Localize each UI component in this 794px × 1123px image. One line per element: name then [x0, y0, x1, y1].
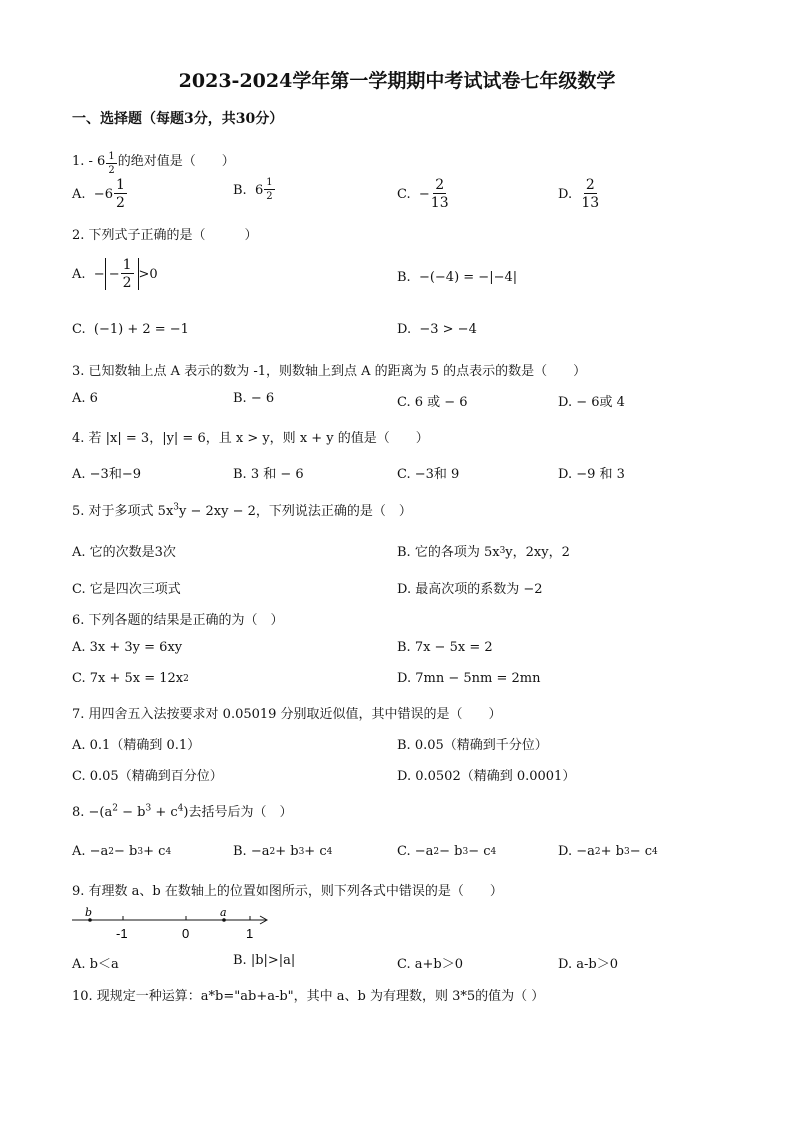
question-8-option-a[interactable]: A. −a 2 − b 3 + c 4: [72, 844, 172, 859]
question-1-option-d[interactable]: D. $\frac{2}{13}$: [558, 177, 600, 211]
question-4-option-c[interactable]: C. −3和 9: [397, 467, 460, 482]
question-8-option-b[interactable]: B. −a 2 + b 3 + c 4: [233, 844, 333, 859]
question-3-stem: 3. 已知数轴上点 A 表示的数为 -1，则数轴上到点 A 的距离为 5 的点表示的数是（ ）: [72, 364, 587, 379]
label-a: a: [220, 906, 227, 919]
question-2-stem: 2. 下列式子正确的是（ ）: [72, 228, 258, 243]
question-3-option-c[interactable]: C. 6 或 − 6: [397, 395, 468, 410]
question-5-option-b[interactable]: B. 它的各项为 5x 3 y，2xy，2: [397, 545, 570, 560]
tick-label-minus-1: -1: [116, 926, 128, 941]
question-7-option-a[interactable]: A. 0.1（精确到 0.1）: [72, 738, 201, 753]
question-2-option-c[interactable]: C. (−1) + 2 = −1: [72, 322, 189, 337]
question-2-option-a[interactable]: A. − − $\frac{1}{2}$ >0: [72, 257, 158, 291]
question-1: 1. - 6 $\frac{1}{2}$ 的绝对值是（ ）: [72, 151, 235, 176]
question-9-stem: 9. 有理数 a、b 在数轴上的位置如图所示，则下列各式中错误的是（ ）: [72, 884, 503, 899]
question-8-option-c[interactable]: C. −a 2 − b 3 − c 4: [397, 844, 497, 859]
question-4-option-d[interactable]: D. −9 和 3: [558, 467, 625, 482]
question-1-option-b[interactable]: B. 6 $\frac{1}{2}$: [233, 177, 273, 202]
question-9-option-a[interactable]: A. b＜a: [72, 957, 119, 972]
question-5-option-c[interactable]: C. 它是四次三项式: [72, 582, 181, 597]
number-line-figure: [70, 906, 275, 944]
tick-label-1: 1: [246, 926, 254, 941]
question-4-stem: 4. 若 |x| = 3，|y| = 6，且 x > y，则 x + y 的值是（ ）: [72, 431, 429, 446]
section-heading: 一、选择题（每题3分，共30分）: [72, 111, 284, 127]
question-6-option-b[interactable]: B. 7x − 5x = 2: [397, 640, 493, 655]
question-3-option-d[interactable]: D. − 6或 4: [558, 395, 625, 410]
question-9-option-b[interactable]: B. |b|>|a|: [233, 953, 296, 968]
question-7-option-d[interactable]: D. 0.0502（精确到 0.0001）: [397, 769, 576, 784]
question-1-option-c[interactable]: C. − $\frac{2}{13}$: [397, 177, 449, 211]
question-2-option-b[interactable]: B. −(−4) = −|−4|: [397, 270, 518, 285]
question-6-stem: 6. 下列各题的结果是正确的为（ ）: [72, 613, 284, 628]
question-9-option-d[interactable]: D. a-b＞0: [558, 957, 618, 972]
tick-label-0: 0: [182, 926, 190, 941]
question-1-fraction: $\frac{1}{2}$: [108, 151, 115, 176]
question-6-option-d[interactable]: D. 7mn − 5nm = 2mn: [397, 671, 541, 686]
question-1-option-a[interactable]: A. −6 $\frac{1}{2}$: [72, 177, 125, 211]
question-7-option-b[interactable]: B. 0.05（精确到千分位）: [397, 738, 548, 753]
question-5-option-a[interactable]: A. 它的次数是3次: [72, 545, 176, 560]
question-9-option-c[interactable]: C. a+b＞0: [397, 957, 463, 972]
question-1-stem: 1. - 6: [72, 154, 106, 169]
label-b: b: [85, 906, 93, 919]
question-5-option-d[interactable]: D. 最高次项的系数为 −2: [397, 582, 543, 597]
question-4-option-b[interactable]: B. 3 和 − 6: [233, 467, 304, 482]
question-7-stem: 7. 用四舍五入法按要求对 0.05019 分别取近似值，其中错误的是（ ）: [72, 707, 502, 722]
question-8-option-d[interactable]: D. −a 2 + b 3 − c 4: [558, 844, 658, 859]
question-10-stem: 10. 现规定一种运算：a*b="ab+a-b"，其中 a、b 为有理数，则 3*5的值为（ ）: [72, 989, 545, 1004]
page-title: 2023-2024学年第一学期期中考试试卷七年级数学: [178, 70, 616, 92]
question-8-stem: 8. $-(a^2 - b^3 + c^4)$去括号后为（ ）: [72, 803, 293, 820]
question-4-option-a[interactable]: A. −3和−9: [72, 467, 141, 482]
question-2-option-d[interactable]: D. −3 > −4: [397, 322, 477, 337]
question-3-option-a[interactable]: A. 6: [72, 391, 98, 406]
question-6-option-a[interactable]: A. 3x + 3y = 6xy: [72, 640, 183, 655]
question-7-option-c[interactable]: C. 0.05（精确到百分位）: [72, 769, 223, 784]
question-6-option-c[interactable]: C. 7x + 5x = 12x 2: [72, 671, 189, 686]
question-5-stem: 5. 对于多项式 $5x^3y - 2xy - 2$，下列说法正确的是（ ）: [72, 502, 412, 519]
question-3-option-b[interactable]: B. − 6: [233, 391, 275, 406]
